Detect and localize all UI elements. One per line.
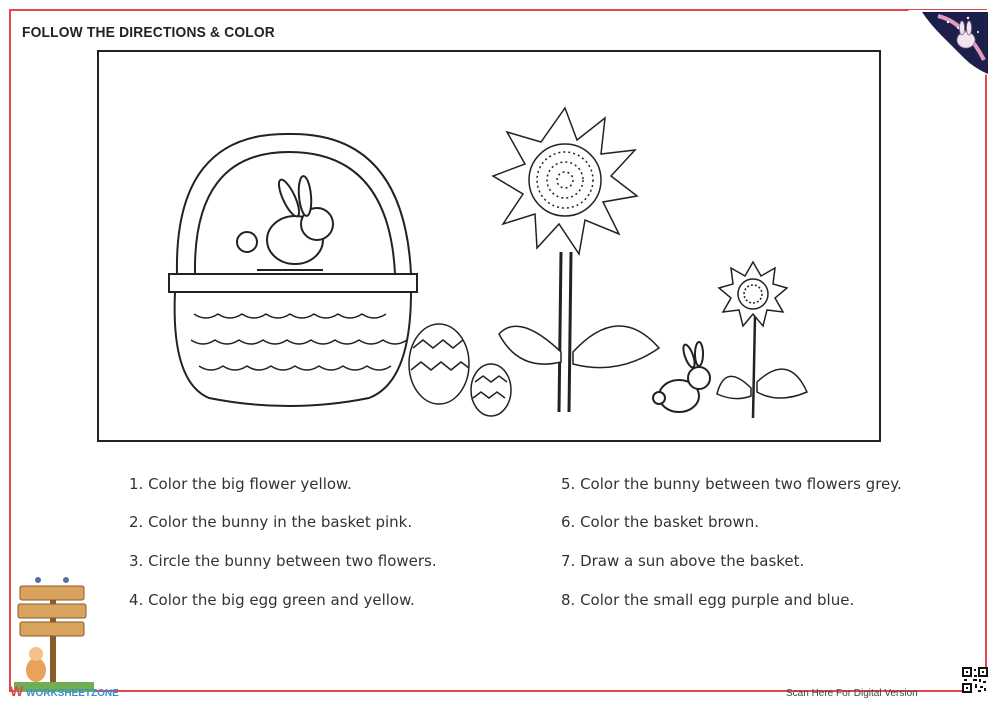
bunny-icon — [237, 176, 333, 270]
coloring-picture — [97, 50, 881, 442]
brand-logo — [10, 683, 119, 699]
sunflower-icon — [493, 108, 807, 418]
brand-logo-text: WORKSHEETZONE — [26, 688, 119, 699]
direction-item: 2. Color the bunny in the basket pink. — [129, 513, 413, 531]
direction-item: 4. Color the big egg green and yellow. — [129, 591, 415, 609]
egg-icon — [409, 324, 511, 416]
direction-item: 3. Circle the bunny between two flowers. — [129, 552, 437, 570]
qr-code-icon[interactable] — [962, 667, 988, 693]
direction-item: 5. Color the bunny between two flowers grey. — [561, 475, 902, 493]
corner-bunny-icon — [908, 10, 990, 78]
scan-caption: Scan Here For Digital Version — [786, 688, 918, 699]
bunny-icon — [653, 342, 710, 412]
direction-item: 7. Draw a sun above the basket. — [561, 552, 805, 570]
direction-item: 1. Color the big flower yellow. — [129, 475, 352, 493]
direction-item: 6. Color the basket brown. — [561, 513, 760, 531]
page-title: FOLLOW THE DIRECTIONS & COLOR — [22, 24, 275, 41]
signpost-icon — [14, 572, 94, 692]
brand-logo-mark: W — [10, 683, 24, 699]
direction-item: 8. Color the small egg purple and blue. — [561, 591, 855, 609]
